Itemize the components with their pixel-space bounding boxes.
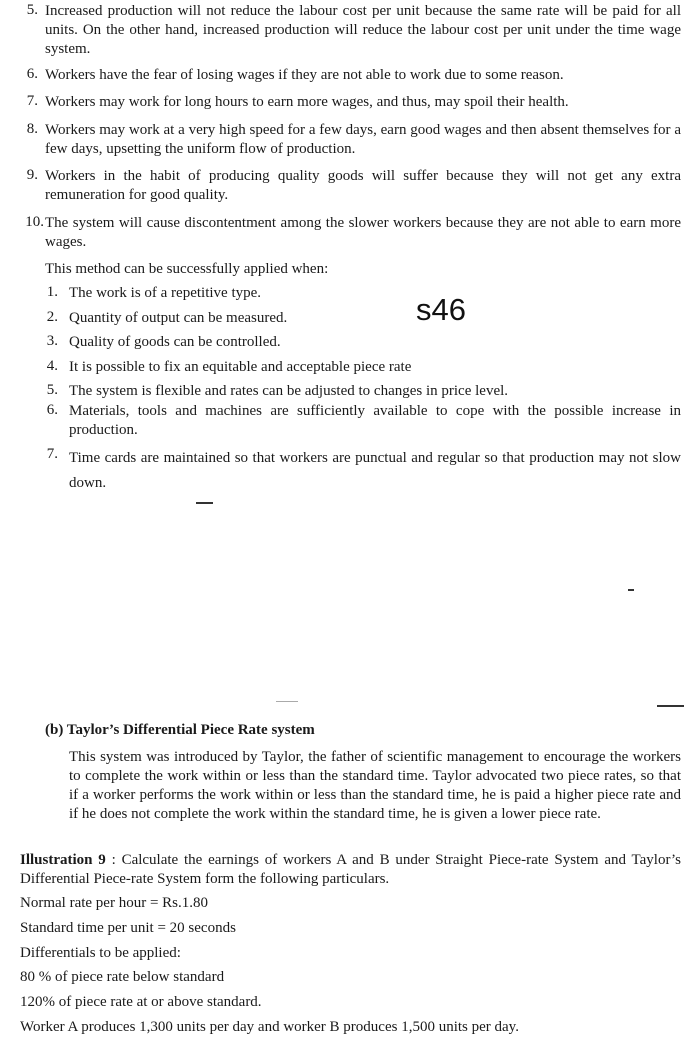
list-item-text: Workers in the habit of producing quality goods will suffer because they will not get any extra remuneration for good quality.: [45, 168, 681, 203]
list-number: 3.: [46, 333, 58, 349]
list-item-text: Workers have the fear of losing wages if they are not able to work due to some reason.: [45, 67, 564, 83]
scan-mark: [657, 705, 684, 707]
particular-line: Worker A produces 1,300 units per day and worker B produces 1,500 units per day.: [20, 1019, 519, 1035]
scan-mark: [276, 701, 298, 702]
list-number: 9.: [26, 167, 38, 183]
list-item-text: It is possible to fix an equitable and acceptable piece rate: [69, 359, 412, 375]
list-number: 2.: [46, 309, 58, 325]
list-number: 5.: [26, 2, 38, 18]
illustration-label: Illustration 9: [20, 852, 106, 868]
list-item-text: Increased production will not reduce the labour cost per unit because the same rate will be paid for all units. On the other hand, increased production will reduce the labour cost per unit under the time wage system.: [45, 3, 681, 57]
applied-intro: This method can be successfully applied when:: [45, 261, 329, 277]
list-number: 7.: [46, 446, 58, 462]
list-number: 6.: [46, 402, 58, 418]
particular-line: Differentials to be applied:: [20, 945, 181, 961]
particular-line: Standard time per unit = 20 seconds: [20, 920, 236, 936]
list-item-text: The system is flexible and rates can be adjusted to changes in price level.: [69, 383, 509, 399]
particular-line: Normal rate per hour = Rs.1.80: [20, 895, 208, 911]
list-item-text: Quantity of output can be measured.: [69, 310, 288, 326]
list-item-text: Quality of goods can be controlled.: [69, 334, 281, 350]
list-number: 5.: [46, 382, 58, 398]
list-number: 1.: [46, 284, 58, 300]
list-number: 7.: [26, 93, 38, 109]
list-item-text: The system will cause discontentment among the slower workers because they are not able to earn more wages.: [45, 215, 681, 250]
list-item-text: Workers may work at a very high speed for a few days, earn good wages and then absent themselves for a few days, upsetting the uniform flow of production.: [45, 122, 681, 157]
list-number: 10.: [25, 214, 44, 230]
illustration-text: : Calculate the earnings of workers A and B under Straight Piece-rate System and Taylor’s Differential Piece-rate System form the following particulars.: [20, 852, 681, 887]
list-number: 4.: [46, 358, 58, 374]
section-heading: (b) Taylor’s Differential Piece Rate system: [45, 722, 315, 738]
list-item-text: Materials, tools and machines are sufficiently available to cope with the possible increase in production.: [69, 403, 681, 438]
section-paragraph: This system was introduced by Taylor, the father of scientific management to encourage the workers to complete the work within or less than the standard time. Taylor advocated two piece rates, so that if a worker performs the work within or less than the standard time, he is paid a higher piece rate and if he does not complete the work within the standard time, he is given a lower piece rate.: [69, 749, 681, 822]
scan-mark: [628, 589, 634, 591]
particular-line: 120% of piece rate at or above standard.: [20, 994, 262, 1010]
list-number: 8.: [26, 121, 38, 137]
list-item-text: Time cards are maintained so that workers are punctual and regular so that production may not slow down.: [69, 450, 681, 491]
page-stamp: s46: [416, 292, 466, 327]
particular-line: 80 % of piece rate below standard: [20, 969, 225, 985]
list-number: 6.: [26, 66, 38, 82]
list-item-text: The work is of a repetitive type.: [69, 285, 262, 301]
list-item-text: Workers may work for long hours to earn more wages, and thus, may spoil their health.: [45, 94, 569, 110]
illustration-block: [20, 851, 681, 889]
scan-mark: [196, 502, 213, 504]
